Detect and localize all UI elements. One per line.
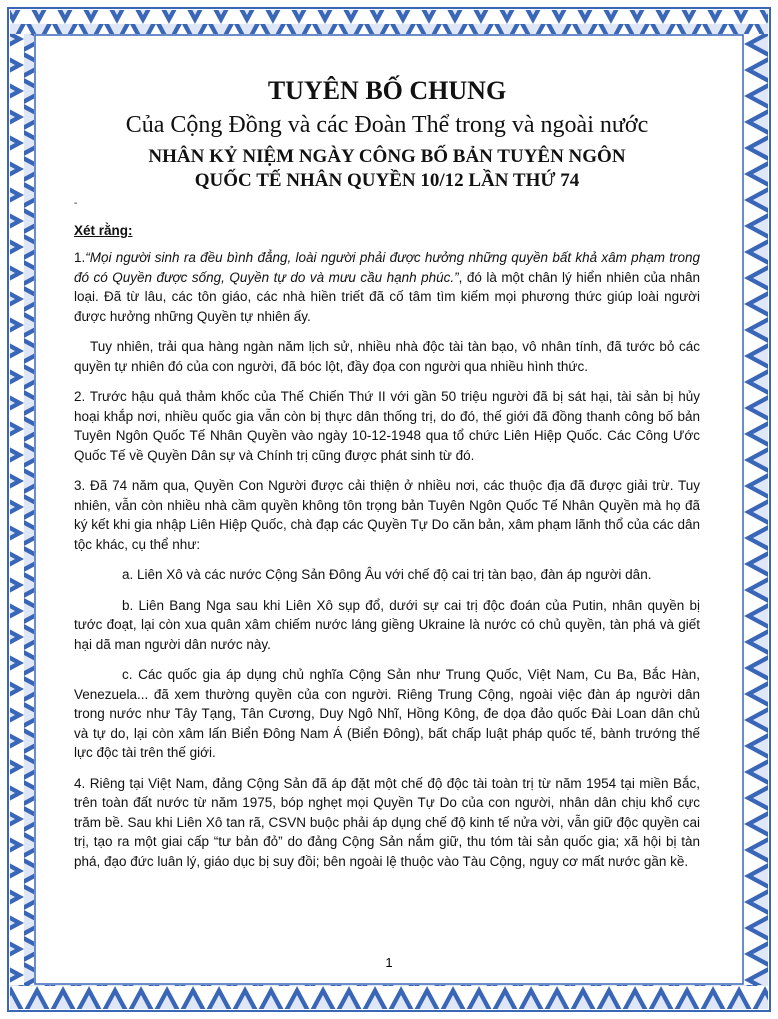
document-body — [74, 72, 700, 882]
separator-dash: - — [74, 198, 78, 209]
paragraph-3b: b. Liên Bang Nga sau khi Liên Xô sụp đổ, dưới sự cai trị độc đoán của Putin, nhân quyền bị tước đoạt, lại còn xua quân xâm chiếm nước láng giềng Ukraine là nước có chủ quyền, tàn phá và giết hại dã man người dân nước này. — [74, 597, 700, 652]
considering-label: Xét rằng: — [74, 223, 133, 238]
paragraph-3: 3. Đã 74 năm qua, Quyền Con Người được cải thiện ở nhiều nơi, các thuộc địa đã được giải trừ. Tuy nhiên, vẫn còn nhiều nhà cầm quyền không tôn trọng bản Tuyên Ngôn Quốc Tế Nhân Quyền mà họ đã ký kết khi gia nhập Liên Hiệp Quốc, chà đạp các Quyền Tự Do căn bản, xâm phạm lãnh thổ của các dân tộc khác, cụ thể như: — [74, 478, 700, 552]
paragraph-1-number: 1. — [74, 250, 86, 265]
heading-line-1: NHÂN KỶ NIỆM NGÀY CÔNG BỐ BẢN TUYÊN NGÔN — [148, 146, 626, 167]
paragraph-1-rest: , đó là một chân lý hiển nhiên của nhân loại. Đã từ lâu, các tôn giáo, các nhà hiền triết đã cố tâm tìm kiếm mọi phương thức giúp loài người được hưởng những Quyền tự nhiên ấy. — [74, 269, 700, 324]
document-title: TUYÊN BỐ CHUNG — [267, 76, 507, 105]
paragraph-1b: Tuy nhiên, trải qua hàng ngàn năm lịch sử, nhiều nhà độc tài tàn bạo, vô nhân tính, đã tước bỏ các quyền tự nhiên đó của con người, đã bóc lột, đầy đọa con người qua nhiều hình thức. — [74, 339, 700, 374]
paragraph-4: 4. Riêng tại Việt Nam, đảng Cộng Sản đã áp đặt một chế độ độc tài toàn trị từ năm 1954 tại miền Bắc, trên toàn đất nước từ năm 1975, bóp nghẹt mọi Quyền Tự Do của con người, nhân dân chịu khổ cực trăm bề. Sau khi Liên Xô tan rã, CSVN buộc phải áp dụng chế độ kinh tế nửa vời, vẫn giữ độc quyền cai trị, tạo ra một giai cấp “tư bản đỏ” do đảng Cộng Sản nắm giữ, thu tóm tài sản quốc gia; xã hội bị tàn phá, đạo đức luân lý, giáo dục bị suy đồi; bên ngoài lệ thuộc vào Tàu Cộng, nguy cơ mất nước gần kề. — [74, 775, 700, 869]
paragraph-2: 2. Trước hậu quả thảm khốc của Thế Chiến Thứ II với gần 50 triệu người đã bị sát hại, tài sản bị hủy hoại khắp nơi, nhiều quốc gia vẫn còn bị thực dân thống trị, do đó, thế giới đã đồng thanh công bố bản Tuyên Ngôn Quốc Tế Nhân Quyền vào ngày 10-12-1948 qua tổ chức Liên Hiệp Quốc. Các Công Ước Quốc Tế về Quyền Dân sự và Chính trị cũng được phát sinh từ đó. — [74, 389, 700, 463]
heading-line-2: QUỐC TẾ NHÂN QUYỀN 10/12 LẦN THỨ 74 — [194, 170, 580, 191]
page-number: 1 — [385, 955, 393, 970]
paragraph-1-quote: “Mọi người sinh ra đều bình đẳng, loài người phải được hưởng những quyền bất khả xâm phạm trong đó có Quyền được sống, Quyền tự do và mưu cầu hạnh phúc.” — [74, 250, 700, 285]
document-subtitle: Của Cộng Đồng và các Đoàn Thể trong và ngoài nước — [125, 112, 649, 138]
paragraph-1 — [74, 248, 700, 326]
paragraph-3c: c. Các quốc gia áp dụng chủ nghĩa Cộng Sản như Trung Quốc, Việt Nam, Cu Ba, Bắc Hàn, Venezuela... đã xem thường quyền của con người. Riêng Trung Cộng, ngoài việc đàn áp người dân trong nước như Tây Tạng, Tân Cương, Duy Ngô Nhĩ, Hồng Kông, đe dọa đảo quốc Đài Loan dân chủ và tự do, lại còn xâm lấn Biển Đông Nam Á (Biển Đông), bất chấp luật pháp quốc tế, bành trướng thế lực độc tài trên thế giới. — [74, 667, 700, 760]
paragraph-3a: a. Liên Xô và các nước Cộng Sản Đông Âu với chế độ cai trị tàn bạo, đàn áp người dân. — [122, 567, 652, 582]
